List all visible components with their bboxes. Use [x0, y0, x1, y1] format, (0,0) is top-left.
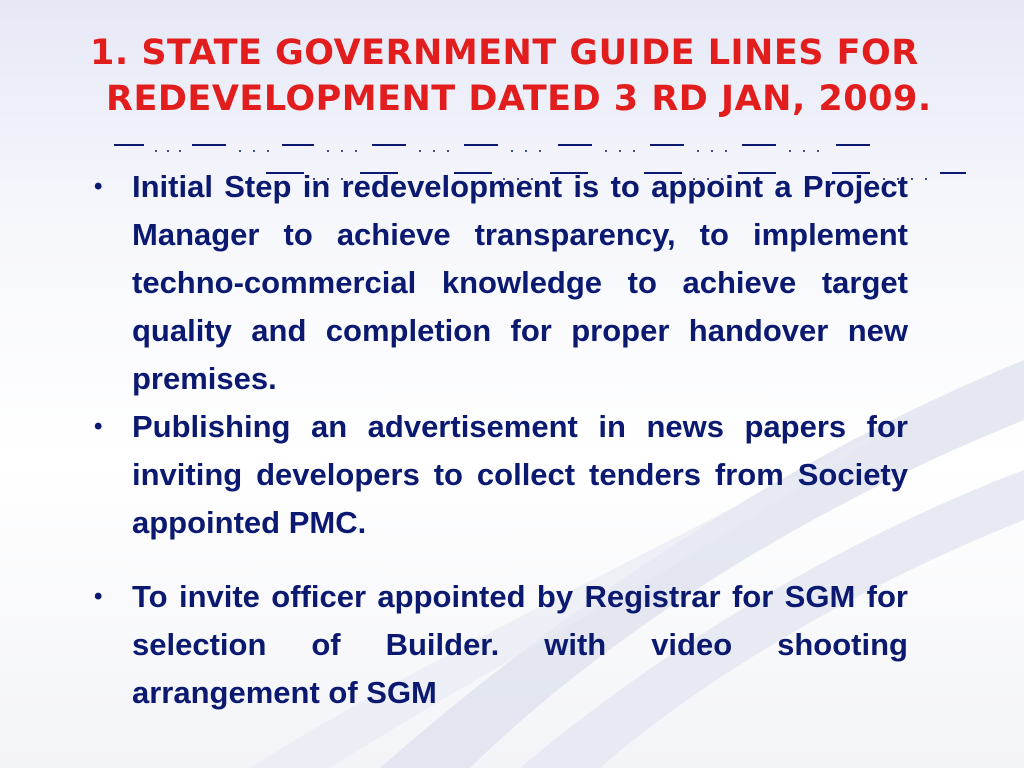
- bullet-marker: •: [94, 583, 103, 610]
- slide-title: [90, 30, 990, 122]
- bullet-text-3: To invite officer appointed by Registrar for SGM for selection of Builder. with video shooting arrangement of SGM: [132, 579, 908, 710]
- bullet-item-3: [90, 573, 908, 717]
- bullet-marker: •: [94, 173, 103, 200]
- bullet-list: [90, 163, 908, 717]
- bullet-item-1: [90, 163, 908, 403]
- bullet-text-1: Initial Step in redevelopment is to appoint a Project Manager to achieve transparency, to implement techno-commercial knowledge to achieve target quality and completion for proper handover new premises.: [132, 169, 908, 396]
- slide-title-line-2: REDEVELOPMENT DATED 3 RD JAN, 2009.: [106, 79, 932, 119]
- bullet-text-2: Publishing an advertisement in news papers for inviting developers to collect tenders from Society appointed PMC.: [132, 409, 908, 540]
- slide-title-line-1: 1. STATE GOVERNMENT GUIDE LINES FOR: [90, 33, 919, 73]
- bullet-marker: •: [94, 413, 103, 440]
- bullet-item-2: [90, 403, 908, 547]
